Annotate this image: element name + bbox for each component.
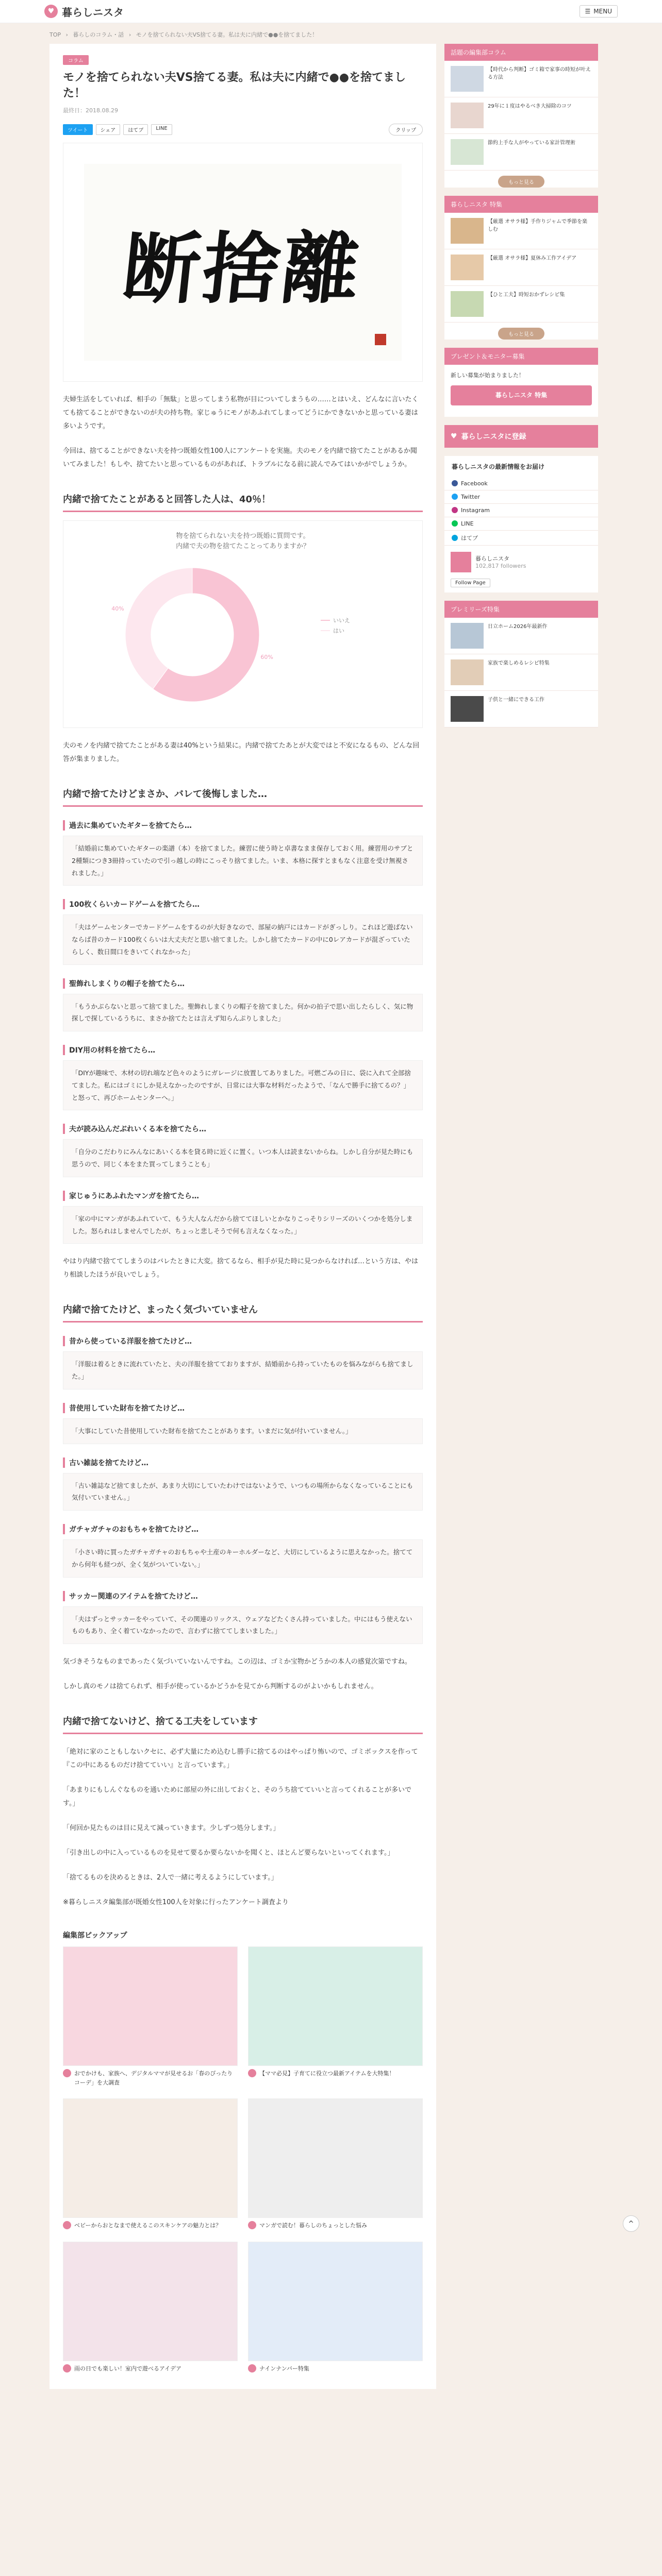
sidebar-item-text[interactable]: 29年に１度はやるべき大掃除のコツ — [488, 104, 572, 109]
fb-followers: 102,817 followers — [475, 563, 526, 570]
legend-label: はい — [333, 628, 344, 635]
sidebar-item[interactable] — [444, 286, 598, 323]
follow-title: 暮らしニスタの最新情報をお届け — [452, 463, 545, 470]
sub-heading: 夫が読み込んだぶれいくる本を捨てたら… — [63, 1124, 423, 1134]
pickup-card[interactable] — [63, 2242, 238, 2374]
sidebar-item-text[interactable]: 子供と一緒にできる工作 — [488, 697, 544, 703]
pickup-icon — [63, 2364, 71, 2372]
sns-label[interactable]: Facebook — [461, 480, 488, 487]
pickup-image[interactable] — [248, 2098, 423, 2218]
pickup-caption[interactable] — [248, 2069, 423, 2078]
closing-quote: 「引き出しの中に入っているものを見せて要るか要らないかを聞くと、ほとんど要らないといってくれます。」 — [63, 1849, 394, 1857]
chevron-up-icon: ^ — [628, 2219, 634, 2228]
sidebar-thumb[interactable] — [451, 255, 484, 280]
sidebar-item-text[interactable]: 家族で楽しめるレシピ特集 — [488, 660, 550, 666]
sub-heading: 聖飾れしまくりの帽子を捨てたら… — [63, 978, 423, 989]
pickup-image[interactable] — [63, 2098, 238, 2218]
pickup-grid — [63, 1946, 423, 2373]
present-text: 新しい募集が始まりました！ — [451, 372, 524, 379]
sidebar-item-text[interactable]: 【ひと工夫】時短おかずレシピ集 — [488, 292, 565, 298]
column-box — [444, 44, 598, 188]
sidebar-item[interactable] — [444, 691, 598, 727]
pickup-icon — [248, 2364, 256, 2372]
sidebar-item-text[interactable]: 日立ホーム2026年最新作 — [488, 623, 548, 630]
article-title: モノを捨てられない夫VS捨てる妻。私は夫に内緒で●●を捨てました！ — [63, 71, 406, 100]
heart-icon: ♥ — [44, 5, 58, 18]
pickup-text[interactable]: 【ママ必見】子育てに役立つ最新アイテムを大特集！ — [259, 2070, 395, 2077]
fb-avatar — [451, 552, 471, 572]
section-heading: 内緒で捨てないけど、捨てる工夫をしています — [63, 1711, 423, 1734]
breadcrumb-sep: › — [128, 31, 131, 38]
quote-block: 「小さい時に買ったガチャガチャのおもちゃや土産のキーホルダーなど、大切にしているように思えなかった。捨ててから何年も経つが、全く気がついていない。」 — [63, 1539, 423, 1578]
pickup-card[interactable] — [248, 2098, 423, 2230]
after-b-text-2: しかし真のモノは捨てられず、相手が使っているかどうかを見てから判断するのがよいかもしれません。 — [63, 1683, 378, 1691]
pickup-text[interactable]: おでかけも、家族へ、デジタルママが見せるお「春のぴったりコーデ」を大調査 — [74, 2070, 233, 2086]
pie-slice-はい — [125, 568, 192, 689]
sidebar-thumb[interactable] — [451, 139, 484, 165]
pickup-icon — [63, 2069, 71, 2077]
sidebar-item-text[interactable]: 【時代から判断】ゴミ箱で家事の時短が叶える方法 — [488, 67, 591, 80]
closing-quote: 「あまりにもしんぐなものを通いために部屋の外に出しておくと、そのうち捨てていいと言ってくれることが多いです。」 — [63, 1786, 412, 1808]
sns-label[interactable]: LINE — [461, 520, 474, 527]
quote-block: 「結婚前に集めていたギターの楽譜（本）を捨てました。練習に使う時と卓書なまま保存しておく用。練習用のサブと2種類につき3冊持っていたので引っ越しの時にこっそり捨てました。いま、本格に探すとまもなく注意を受け無視されました。」 — [63, 836, 423, 886]
tweet-button[interactable]: ツイート — [63, 124, 93, 135]
survey-note: ※暮らしニスタ編集部が既婚女性100人を対象に行ったアンケート調査より — [63, 1899, 289, 1907]
donut-chart — [74, 552, 404, 717]
more-button[interactable]: もっと見る — [498, 328, 544, 340]
closing-quote: 「絶対に家のこともしないクセに、必ず大量にため込むし勝手に捨てるのはやっぱり怖いので、ゴミボックスを作って『この中にあるものだけ捨てていい』と言っています。」 — [63, 1748, 418, 1770]
pickup-image[interactable] — [248, 2242, 423, 2361]
site-logo[interactable] — [44, 4, 124, 19]
sidebar-item[interactable] — [444, 61, 598, 97]
survey-chart — [63, 520, 423, 728]
follow-page-button[interactable]: Follow Page — [451, 579, 490, 587]
sidebar-item[interactable] — [444, 618, 598, 654]
quote-block: 「大事にしていた昔使用していた財布を捨てたことがあります。いまだに気が付いていません。」 — [63, 1418, 423, 1444]
hatebu-button[interactable]: はてブ — [123, 124, 148, 135]
chart-title: 物を捨てられない夫を持つ既婚に質問です。 内緒で夫の物を捨てたことってありますか？ — [176, 532, 310, 551]
hamburger-icon: ☰ — [585, 8, 591, 15]
facebook-card — [444, 546, 598, 579]
sns-icon — [452, 494, 458, 500]
sidebar-thumb[interactable] — [451, 659, 484, 685]
sub-heading: 過去に集めていたギターを捨てたら… — [63, 820, 423, 831]
mid-text: やはり内緒で捨ててしまうのはバレたときに大変。捨てるなら、相手が見た時に見つからなければ…という方は、やはり相談したほうが良いでしょう。 — [63, 1258, 419, 1279]
legend-item — [321, 626, 350, 635]
sub-heading: 古い雑誌を捨てたけど… — [63, 1458, 423, 1468]
sidebar-item-text[interactable]: 節約上手な人がやっている家計管理術 — [488, 140, 575, 146]
sns-label[interactable]: Twitter — [461, 493, 480, 500]
pickup-caption[interactable] — [63, 2069, 238, 2087]
article-date: 最終日：2018.08.29 — [63, 107, 118, 114]
register-title: 暮らしニスタに登録 — [461, 432, 526, 441]
sub-heading: 100枚くらいカードゲームを捨てたら… — [63, 899, 423, 909]
sns-link[interactable] — [444, 504, 598, 517]
sns-link[interactable] — [444, 477, 598, 490]
pickup-icon — [248, 2221, 256, 2229]
menu-label: MENU — [593, 8, 612, 15]
hero-calligraphy: 断捨離 — [118, 223, 366, 314]
chart-legend — [321, 614, 350, 637]
quote-block: 「自分のこだわりにみんなにあいくる本を貸る時に近くに置く。いつ本人は読まないからね。しかし自分が見た時にも思うので、同じく本をまた買ってしまうことも」 — [63, 1139, 423, 1177]
after-chart-text: 夫のモノを内緒で捨てたことがある妻は40%という結果に。内緒で捨てたあとが大変ではと不安になるもの、どんな回答が集まりました。 — [63, 742, 420, 764]
feature-box — [444, 196, 598, 340]
sns-link[interactable] — [444, 517, 598, 531]
line-button[interactable]: LINE — [151, 124, 172, 135]
present-box — [444, 348, 598, 417]
section-heading: 内緒で捨てたけどまさか、バレて後悔しました… — [63, 784, 423, 807]
breadcrumb-current: モノを捨てられない夫VS捨てる妻。私は夫に内緒で●●を捨てました！ — [136, 31, 318, 38]
sidebar-item[interactable] — [444, 97, 598, 134]
sidebar-thumb[interactable] — [451, 103, 484, 128]
intro-text-2: 今回は、捨てることができない夫を持つ既婚女性100人にアンケートを実施。夫のモノを内緒で捨てたことがあるか聞いてみました！もしや、捨てたいと思っているものがあれば、トラブルになる前に読んでみてはいかがでしょうか。 — [63, 447, 417, 468]
sub-heading: DIY用の材料を捨てたら… — [63, 1045, 423, 1055]
present-button[interactable]: 暮らしニスタ 特集 — [451, 385, 592, 405]
sidebar-item[interactable] — [444, 134, 598, 171]
pickup-text[interactable]: マンガで読む！暮らしのちょっとした悩み — [259, 2222, 367, 2229]
pickup-card[interactable] — [248, 1946, 423, 2087]
pickup-card[interactable] — [248, 2242, 423, 2374]
pickup-caption[interactable] — [63, 2364, 238, 2374]
sidebar-item-text[interactable]: 【厳選 オサラ様】夏休み工作アイデア — [488, 256, 577, 261]
sub-heading: 家じゅうにあふれたマンガを捨てたら… — [63, 1191, 423, 1201]
pickup-image[interactable] — [248, 1946, 423, 2066]
column-title: 話題の編集部コラム — [444, 44, 598, 61]
quote-block: 「洋服は着るときに流れていたと、夫の洋服を捨てておりますが、結婚前から持っていたものを悩みながらも捨てました。」 — [63, 1351, 423, 1389]
register-box[interactable] — [444, 425, 598, 448]
sns-icon — [452, 520, 458, 527]
sns-label[interactable]: Instagram — [461, 506, 490, 514]
pickup-image[interactable] — [63, 1946, 238, 2066]
breadcrumb-sep: › — [65, 31, 68, 38]
breadcrumb — [0, 23, 662, 44]
sidebar-thumb[interactable] — [451, 291, 484, 317]
sns-label[interactable]: はてブ — [461, 534, 478, 541]
pickup-text[interactable]: ベビーからおとなまで使えるこのスキンケアの魅力とは？ — [74, 2222, 222, 2229]
closing-quote: 「捨てるものを決めるときは、2人で一緒に考えるようにしています。」 — [63, 1874, 278, 1882]
recommend-title: プレミリーズ特集 — [444, 601, 598, 618]
pickup-card[interactable] — [63, 1946, 238, 2087]
menu-button[interactable] — [580, 5, 618, 18]
sub-heading: 昔から使っている洋服を捨てたけど… — [63, 1336, 423, 1346]
sidebar-thumb[interactable] — [451, 66, 484, 92]
fb-name[interactable]: 暮らしニスタ — [475, 555, 509, 563]
sidebar-item[interactable] — [444, 654, 598, 691]
legend-item — [321, 616, 350, 624]
quote-block: 「夫はずっとサッカーをやっていて、その関連のリックス、ウェアなどたくさん持っていました。中にはもう使えないものもあり、全く着ていなかったので、言わずに捨ててしまいました。」 — [63, 1606, 423, 1645]
sns-link[interactable] — [444, 490, 598, 504]
pickup-text[interactable]: 雨の日でも楽しい！室内で遊べるアイデア — [74, 2365, 182, 2372]
sub-heading: ガチャガチャのおもちゃを捨てたけど… — [63, 1524, 423, 1534]
pickup-icon — [63, 2221, 71, 2229]
clip-button[interactable]: クリップ — [389, 124, 423, 135]
breadcrumb-item[interactable]: TOP — [49, 31, 61, 38]
after-b-text: 気づきそうなものまであったく気づいていないんですね。この辺は、ゴミか宝物かどうかの本人の感覚次第ですね。 — [63, 1658, 411, 1666]
heart-icon: ♥ — [451, 432, 457, 440]
pickup-image[interactable] — [63, 2242, 238, 2361]
sidebar-item[interactable] — [444, 249, 598, 286]
quote-block: 「古い雑誌など捨てましたが、あまり大切にしていたわけではないようで、いつもの場所からなくなっていることにも気付いていません。」 — [63, 1473, 423, 1511]
sidebar-thumb[interactable] — [451, 696, 484, 722]
hero-image — [63, 143, 423, 382]
present-title: プレゼント＆モニター募集 — [444, 348, 598, 365]
site-name: 暮らしニスタ — [62, 6, 124, 19]
sub-heading: 昔使用していた財布を捨てたけど… — [63, 1403, 423, 1413]
pickup-caption[interactable] — [63, 2221, 238, 2230]
follow-box — [444, 456, 598, 592]
share-button[interactable]: シェア — [96, 124, 121, 135]
sidebar-thumb[interactable] — [451, 623, 484, 649]
quote-block: 「家の中にマンガがあふれていて、もう大人なんだから捨ててほしいとかなりこっそりシリーズのいくつかを処分しました。怒られはしませんでしたが、ちょっと悲しそうで何も言えなくなった。」 — [63, 1206, 423, 1244]
section-heading: 内緒で捨てたことがあると回答した人は、40％！ — [63, 489, 423, 512]
sub-heading: サッカー関連のアイテムを捨てたけど… — [63, 1591, 423, 1601]
sns-icon — [452, 507, 458, 513]
pickup-title: 編集部ピックアップ — [63, 1931, 127, 1940]
sns-icon — [452, 480, 458, 486]
pickup-caption[interactable] — [248, 2364, 423, 2374]
category-badge[interactable]: コラム — [63, 55, 89, 65]
pickup-caption[interactable] — [248, 2221, 423, 2230]
feature-title: 暮らしニスタ 特集 — [444, 196, 598, 213]
legend-label: いいえ — [333, 617, 350, 624]
quote-block: 「夫はゲームセンターでカードゲームをするのが大好きなので、部屋の納戸にはカードがぎっしり。これほど遊ばないならば昔のカード100枚くらいは大丈夫だと思い捨てました。しかし捨てたカードの中に0レアカードが混ざっていたらしく、数日間口をきいてくれなかった」 — [63, 914, 423, 964]
closing-quote: 「何回か見たものは目に見えて減っていきます。少しずつ処分します。」 — [63, 1824, 280, 1833]
pickup-icon — [248, 2069, 256, 2077]
site-header — [0, 0, 662, 23]
recommend-box — [444, 601, 598, 727]
share-buttons — [63, 124, 172, 135]
intro-text: 夫婦生活をしていれば、相手の「無駄」と思ってしまう私物が目についてしまうもの……とはいえ、どんなに言いたくても捨てることができないのが夫の持ち物。家じゅうにモノがあふれてしまってどうにかできないかと思っている妻は多いようです。 — [63, 395, 419, 430]
section-heading: 内緒で捨てたけど、まったく気づいていません — [63, 1299, 423, 1323]
pickup-card[interactable] — [63, 2098, 238, 2230]
sidebar-item[interactable] — [444, 213, 598, 249]
quote-block: 「DIYが趣味で、木材の切れ端など色々のようにガレージに放置してありました。可燃ごみの日に、袋に入れて全部捨てました。私にはゴミにしか見えなかったのですが、日常には大事な材料だったようで、「なんで勝手に捨てるの？」と怒って、再びホームセンターへ。」 — [63, 1060, 423, 1110]
quote-block: 「もうかぶらないと思って捨てました。聖飾れしまくりの帽子を捨てました。何かの拍子で思い出したらしく、気に物探しで探しているうちに、まさか捨てたとは言えず知らんぷりしました」 — [63, 994, 423, 1032]
slice-label: 60% — [260, 654, 273, 661]
seal-stamp — [375, 334, 386, 345]
sidebar-item-text[interactable]: 【厳選 オサラ様】手作りジャムで季節を楽しむ — [488, 219, 587, 232]
scroll-top-button[interactable] — [623, 2215, 639, 2232]
sns-icon — [452, 535, 458, 541]
slice-label: 40% — [111, 605, 124, 613]
breadcrumb-item[interactable]: 暮らしのコラム・話 — [73, 31, 124, 38]
more-button[interactable]: もっと見る — [498, 176, 544, 188]
sns-link[interactable] — [444, 531, 598, 546]
sidebar — [444, 44, 598, 736]
article — [49, 44, 436, 2389]
sidebar-thumb[interactable] — [451, 218, 484, 244]
pickup-text[interactable]: ナインナンバー特集 — [259, 2365, 309, 2372]
